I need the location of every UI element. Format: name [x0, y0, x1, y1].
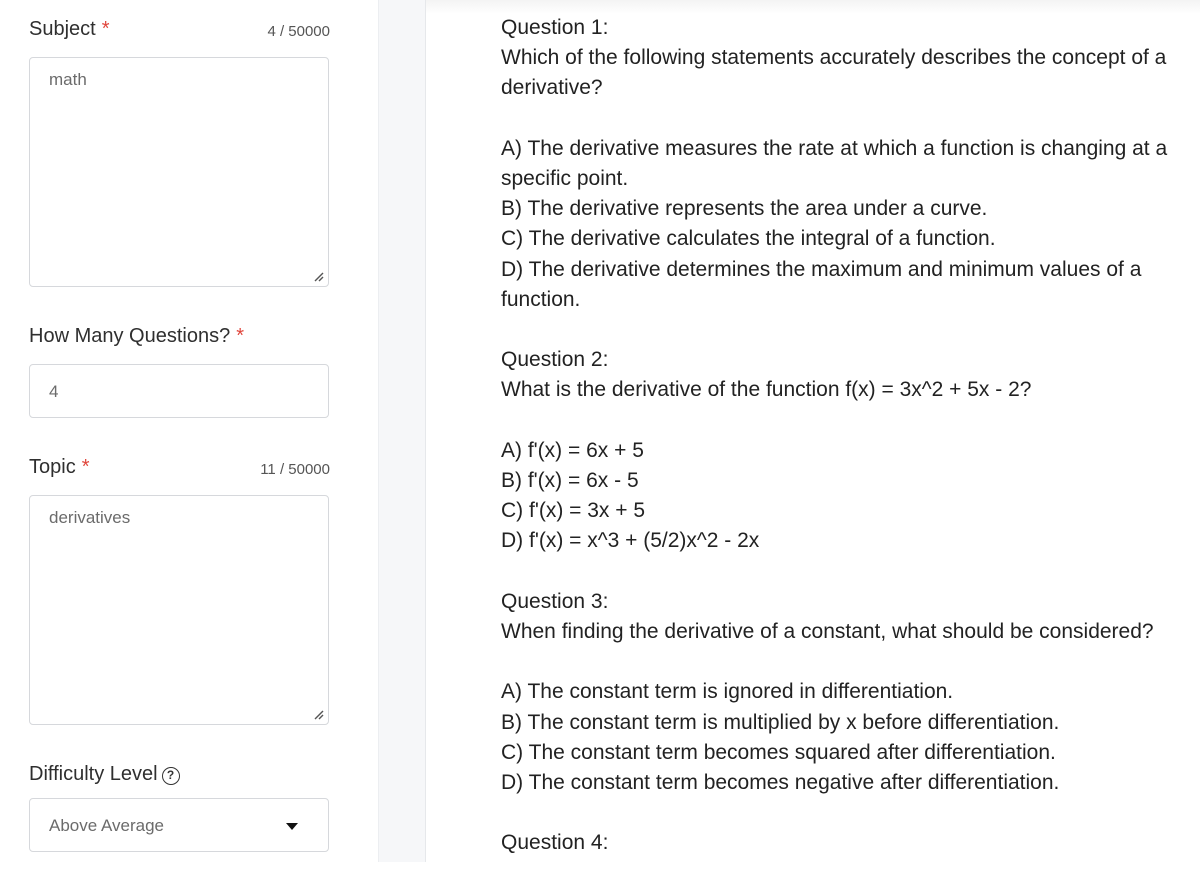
answer-options	[501, 134, 1191, 315]
question-block	[501, 828, 1191, 858]
required-mark: *	[81, 456, 90, 478]
question-header: Question 1:	[501, 16, 609, 39]
num-questions-input[interactable]	[29, 364, 329, 418]
topic-value: derivatives	[49, 508, 131, 527]
question-text: When finding the derivative of a constant, what should be considered?	[501, 620, 1154, 643]
question-header: Question 3:	[501, 589, 609, 613]
answer-option: B) f'(x) = 6x - 5	[501, 469, 639, 492]
question-text: Which of the following statements accurately describes the concept of a derivative?	[501, 46, 1167, 100]
difficulty-label: Difficulty Level ?	[29, 763, 180, 786]
topic-char-counter: 11 / 50000	[260, 461, 330, 478]
answer-option: B) The constant term is multiplied by x before differentiation.	[501, 710, 1060, 734]
resize-grip-icon[interactable]	[312, 708, 324, 720]
difficulty-selected-value: Above Average	[49, 816, 164, 835]
answer-option: A) f'(x) = 6x + 5	[501, 438, 644, 462]
num-questions-value: 4	[49, 382, 59, 401]
answer-option: B) The derivative represents the area under a curve.	[501, 197, 988, 221]
subject-label: Subject *	[29, 18, 110, 40]
num-questions-label: How Many Questions? *	[29, 325, 244, 347]
topic-textarea[interactable]	[29, 495, 329, 725]
answer-option: D) f'(x) = x^3 + (5/2)x^2 - 2x	[501, 529, 760, 553]
question-block	[501, 13, 1191, 104]
question-header: Question 2:	[501, 348, 609, 372]
question-text: What is the derivative of the function f(x) = 3x^2 + 5x - 2?	[501, 378, 1032, 402]
topic-label: Topic *	[29, 456, 90, 478]
question-block	[501, 587, 1191, 647]
question-header: Question 4:	[501, 831, 609, 855]
answer-option: C) The derivative calculates the integral of a function.	[501, 227, 996, 251]
answer-option: C) f'(x) = 3x + 5	[501, 499, 646, 523]
question-block	[501, 345, 1191, 405]
answer-options	[501, 677, 1191, 798]
dropdown-caret-icon	[286, 823, 298, 830]
answer-option: D) The constant term becomes negative after differentiation.	[501, 771, 1060, 794]
quiz-form-panel	[0, 0, 378, 862]
subject-textarea[interactable]	[29, 57, 329, 287]
answer-options	[501, 436, 1191, 557]
answer-option: A) The derivative measures the rate at which a function is changing at a specific point.	[501, 136, 1168, 190]
required-mark: *	[236, 325, 244, 347]
resize-grip-icon[interactable]	[312, 270, 324, 282]
subject-value: math	[49, 70, 87, 89]
generated-questions	[501, 13, 1191, 889]
difficulty-select[interactable]	[29, 798, 329, 852]
answer-option: C) The constant term becomes squared after differentiation.	[501, 740, 1056, 764]
required-mark: *	[101, 18, 110, 40]
answer-option: A) The constant term is ignored in differentiation.	[501, 680, 954, 704]
help-question-icon[interactable]: ?	[162, 767, 180, 785]
panel-divider	[378, 0, 426, 862]
answer-option: D) The derivative determines the maximum and minimum values of a function.	[501, 257, 1142, 311]
subject-char-counter: 4 / 50000	[267, 23, 330, 40]
